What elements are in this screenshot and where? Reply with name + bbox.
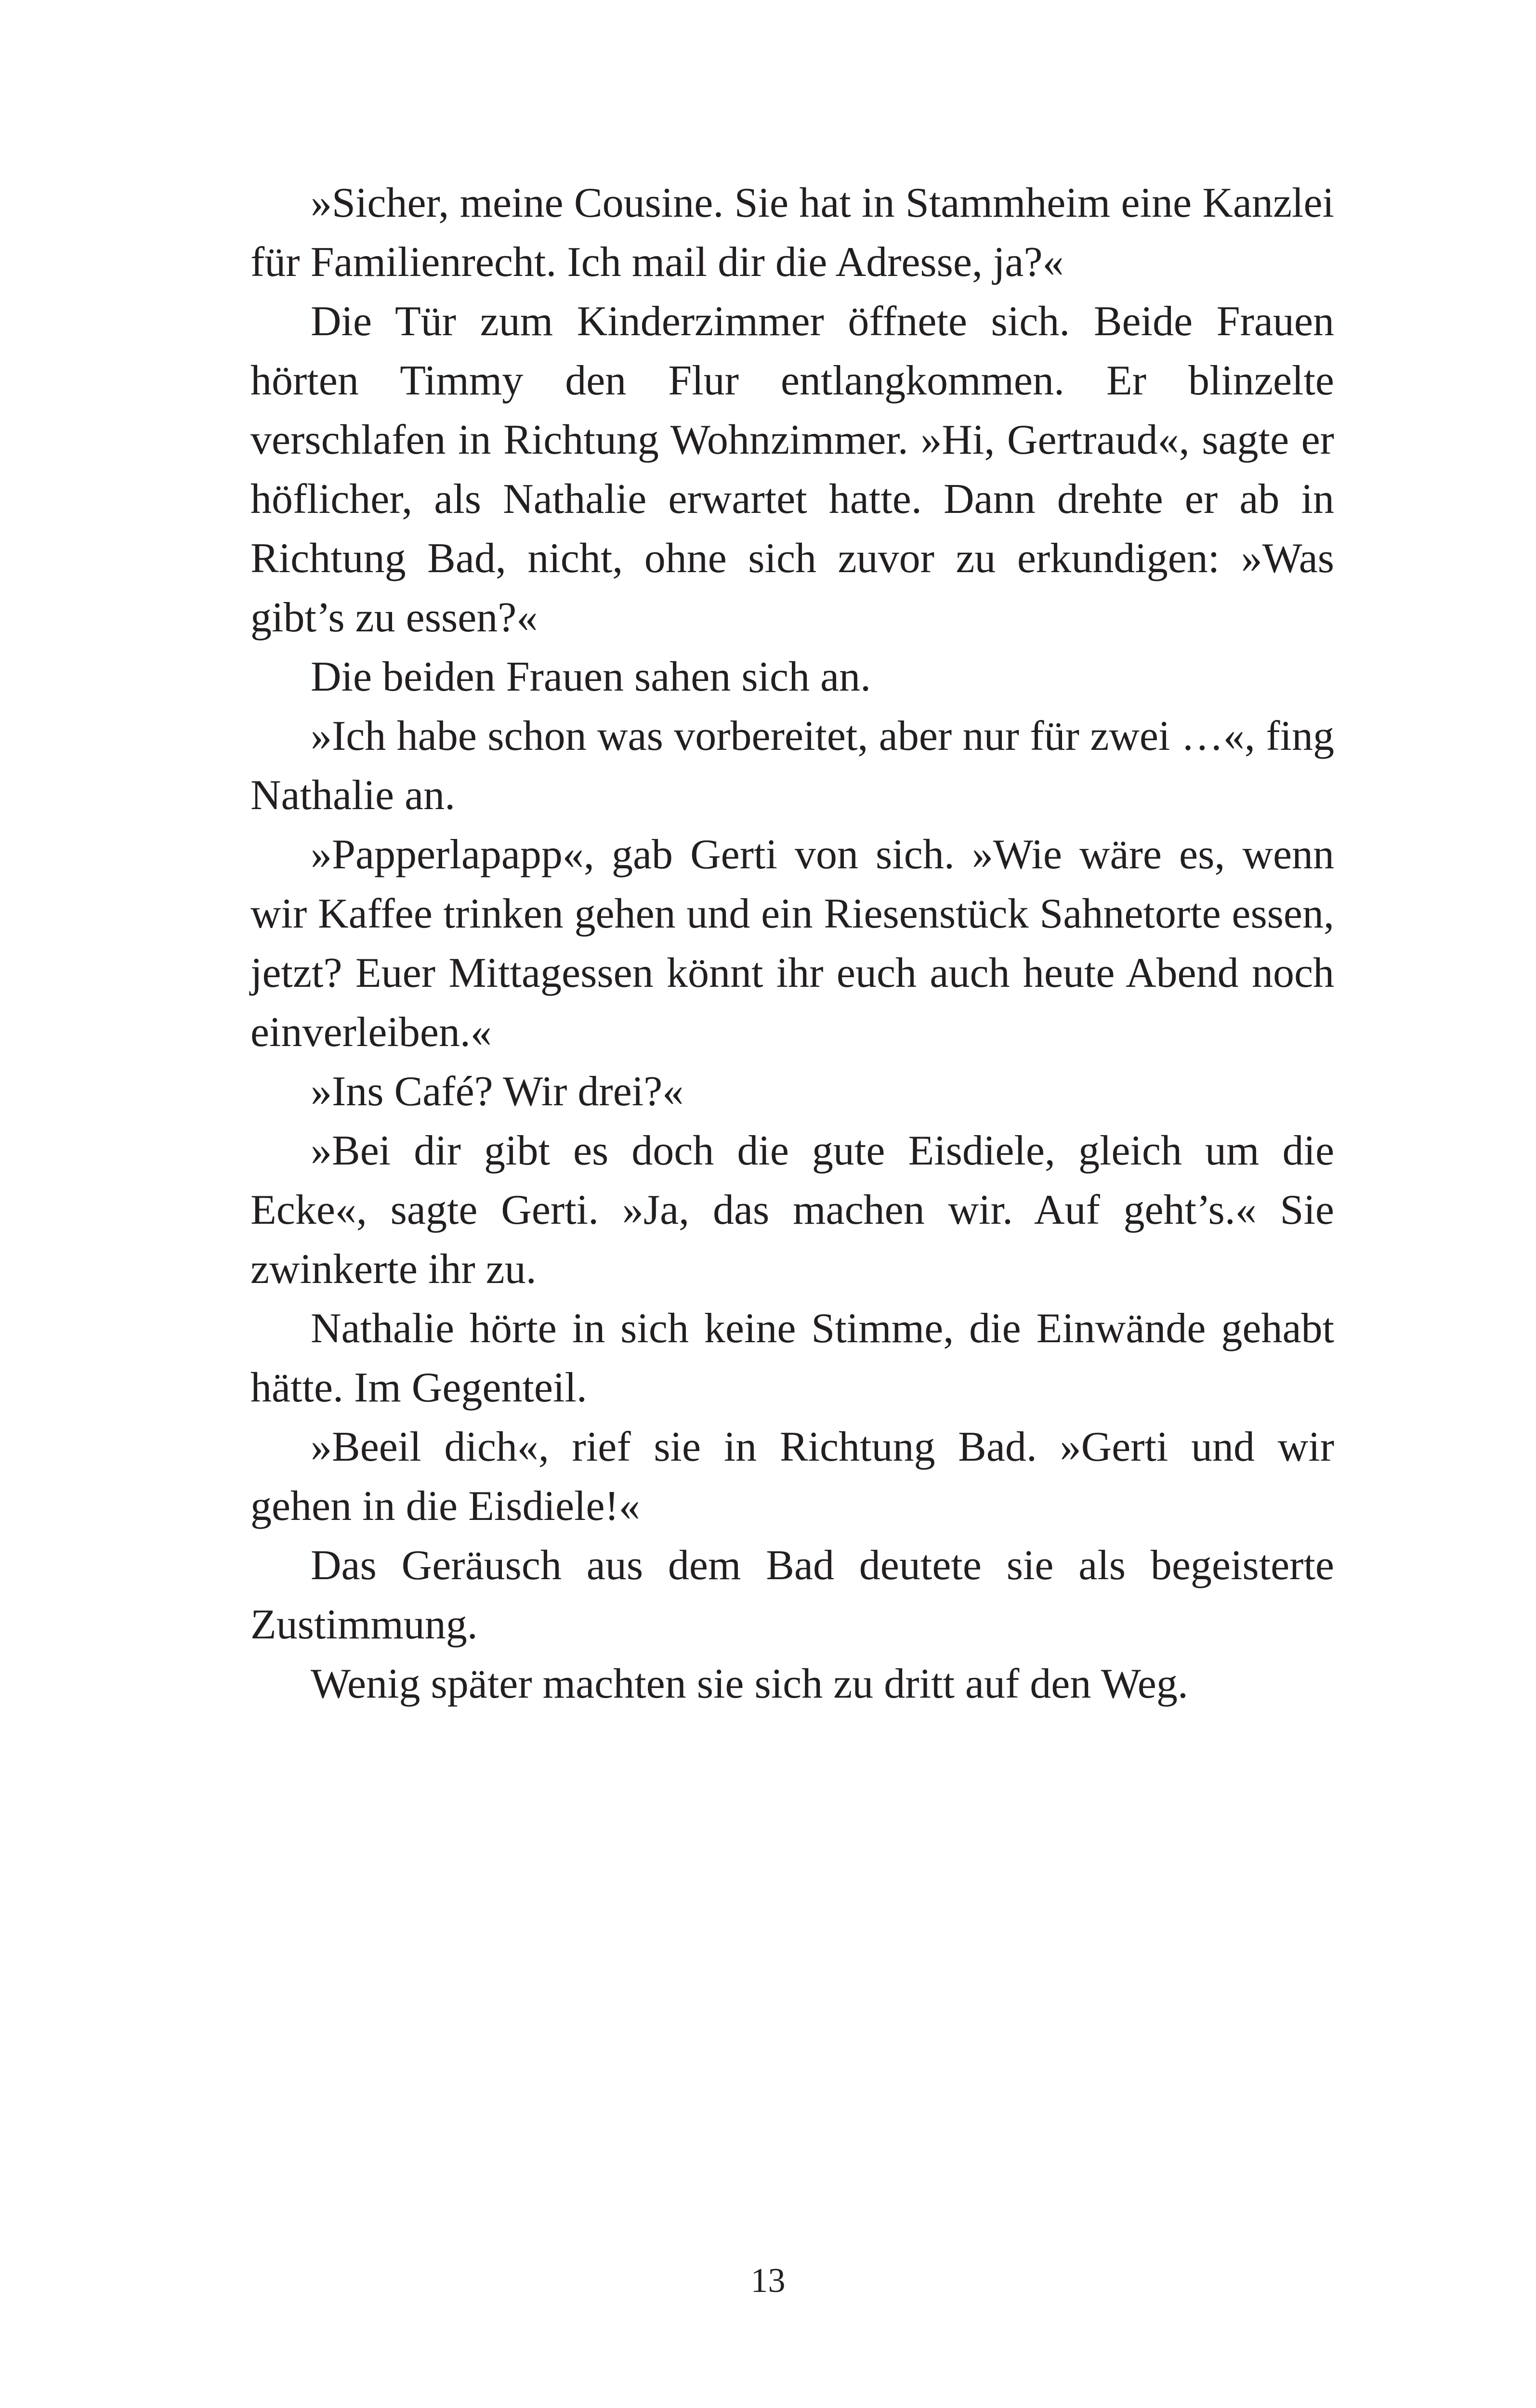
body-text [250,173,1334,1714]
paragraph: »Beeil dich«, rief sie in Richtung Bad. »Gerti und wir gehen in die Eisdiele!« [250,1424,1334,1530]
paragraph: »Bei dir gibt es doch die gute Eisdiele, gleich um die Ecke«, sagte Gerti. »Ja, das machen wir. Auf geht’s.« Sie zwinkerte ihr zu. [250,1127,1334,1293]
paragraph: »Sicher, meine Cousine. Sie hat in Stammheim eine Kanzlei für Familienrecht. Ich mail dir die Adresse, ja?« [250,180,1334,286]
paragraph: »Ich habe schon was vorbereitet, aber nur für zwei …«, fing Nathalie an. [250,713,1334,819]
paragraph: Die beiden Frauen sahen sich an. [311,654,871,700]
page-number: 13 [750,2261,786,2300]
paragraph: »Ins Café? Wir drei?« [311,1068,684,1115]
paragraph: Das Geräusch aus dem Bad deutete sie als begeisterte Zustimmung. [250,1542,1334,1648]
paragraph: Nathalie hörte in sich keine Stimme, die Einwände gehabt hätte. Im Gegenteil. [250,1305,1334,1411]
paragraph: Wenig später machten sie sich zu dritt auf den Weg. [311,1661,1188,1707]
paragraph: »Papperlapapp«, gab Gerti von sich. »Wie wäre es, wenn wir Kaffee trinken gehen und ein Riesenstück Sahnetorte essen, jetzt? Euer Mittagessen könnt ihr euch auch heute Abend noch einverleiben.« [250,831,1334,1056]
paragraph: Die Tür zum Kinderzimmer öffnete sich. Beide Frauen hörten Timmy den Flur entlangkommen. Er blinzelte verschlafen in Richtung Wohnzimmer. »Hi, Gertraud«, sagte er höflicher, als Nathalie erwartet hatte. Dann drehte er ab in Richtung Bad, nicht, ohne sich zuvor zu erkundigen: »Was gibt’s zu essen?« [250,298,1334,641]
